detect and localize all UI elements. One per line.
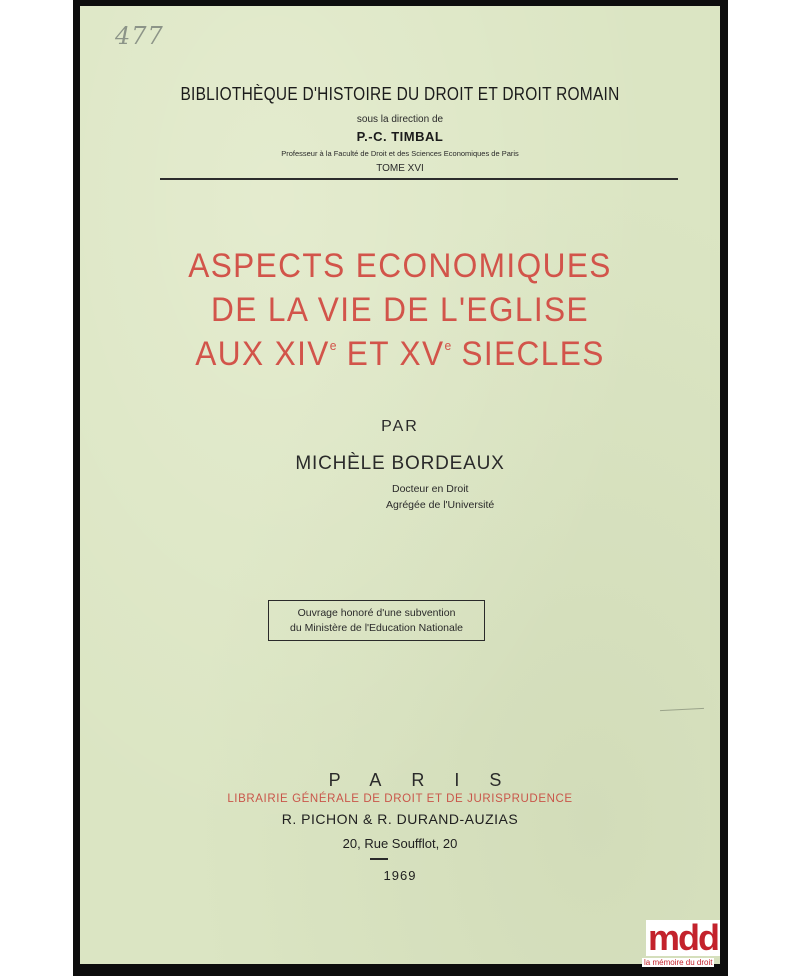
series-title: BIBLIOTHÈQUE D'HISTOIRE DU DROIT ET DROIT ROMAIN [180, 84, 620, 104]
title-superscript-1: e [329, 338, 337, 353]
subsidy-notice [268, 600, 485, 641]
series-director: P.-C. TIMBAL [356, 129, 444, 144]
header-divider [160, 178, 678, 180]
publisher-name: LIBRAIRIE GÉNÉRALE DE DROIT ET DE JURISPRUDENCE [227, 793, 573, 805]
author-credential: Agrégée de l'Université [386, 499, 495, 511]
logo-mark: mdd [648, 917, 718, 958]
subsidy-line: Ouvrage honoré d'une subvention [297, 607, 456, 619]
direction-label: sous la direction de [356, 114, 444, 125]
book-title-line-1: ASPECTS ECONOMIQUES [188, 247, 612, 285]
author-credential: Docteur en Droit [392, 483, 469, 495]
book-title-line-3 [102, 335, 697, 374]
publication-city: PARIS [328, 770, 532, 790]
book-cover [80, 6, 720, 964]
author-name: MICHÈLE BORDEAUX [295, 453, 505, 474]
logo-subtext: la mémoire du droit [644, 958, 713, 967]
tome-number: TOME XVI [376, 163, 424, 174]
title-part-b: ET XV [336, 335, 445, 373]
title-part-c: SIECLES [451, 335, 605, 373]
title-part-a: AUX XIV [195, 335, 330, 373]
by-label: PAR [381, 418, 419, 435]
handwritten-note: 477 [115, 22, 164, 50]
book-title-line-2: DE LA VIE DE L'EGLISE [210, 291, 590, 329]
year-divider [370, 858, 388, 860]
subsidy-line: du Ministère de l'Education Nationale [289, 622, 464, 634]
paper-mark [660, 708, 704, 711]
title-superscript-2: e [444, 338, 452, 353]
printer-names: R. PICHON & R. DURAND-AUZIAS [281, 811, 519, 827]
director-affiliation: Professeur à la Faculté de Droit et des Sciences Economiques de Paris [281, 149, 519, 158]
publication-year: 1969 [383, 868, 417, 883]
publisher-address: 20, Rue Soufflot, 20 [342, 836, 458, 851]
mdd-logo [640, 918, 720, 976]
